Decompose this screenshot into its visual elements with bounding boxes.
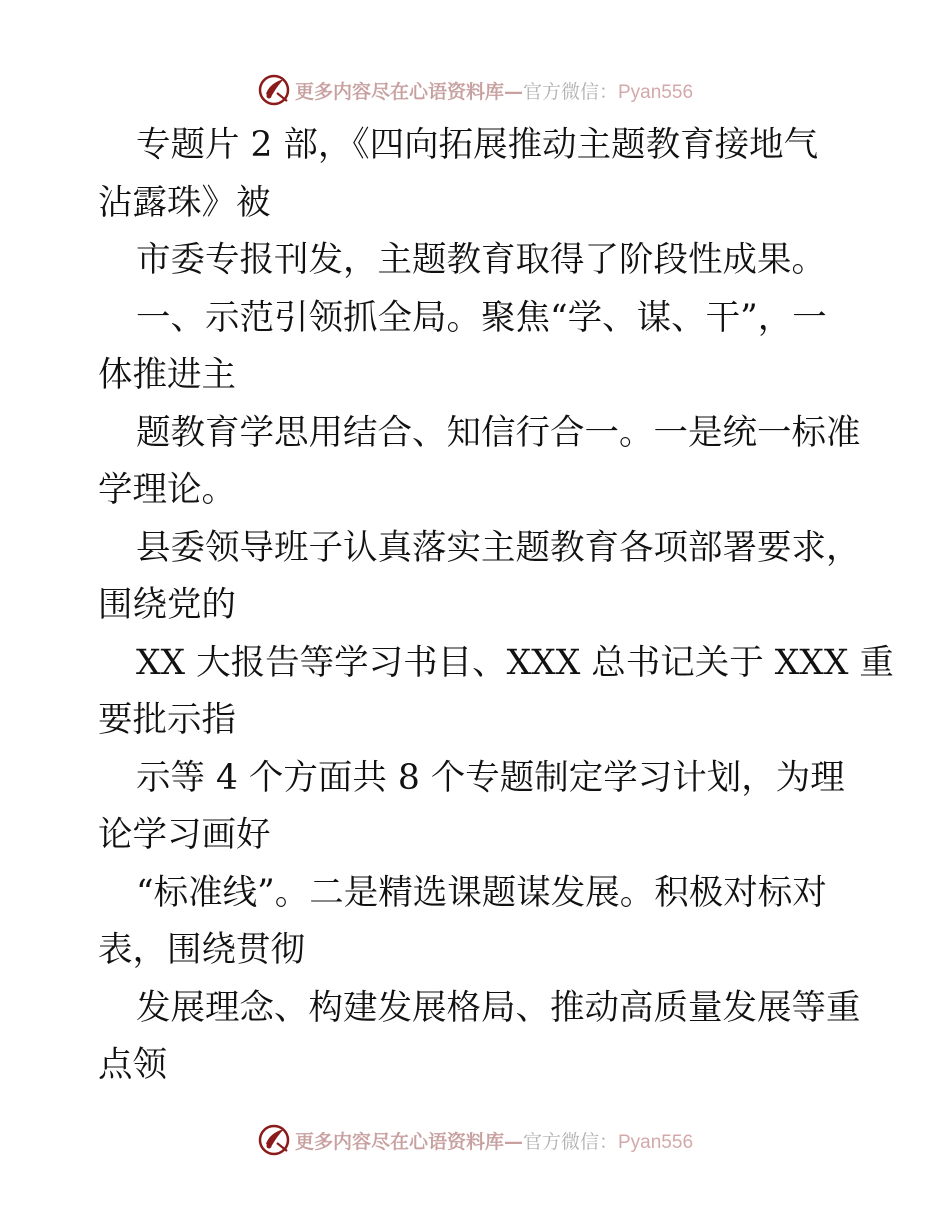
- body-line: 市委专报刊发，主题教育取得了阶段性成果。: [136, 240, 826, 280]
- watermark-wechat-label: 官方微信：: [522, 1130, 618, 1153]
- body-line: “标准线”。二是精选课题谋发展。积极对标对: [136, 872, 827, 913]
- watermark-handle: Pyan556: [618, 1131, 694, 1153]
- seal-logo-icon: [257, 1123, 291, 1157]
- footer-watermark-text: [295, 1127, 693, 1154]
- footer-watermark-banner: [0, 1120, 950, 1160]
- watermark-dash: —: [503, 1130, 523, 1153]
- seal-logo-icon: [257, 73, 291, 107]
- body-line: 体推进主: [98, 355, 236, 395]
- body-line: 围绕党的: [98, 585, 236, 625]
- body-line: 表，围绕贯彻: [98, 930, 305, 970]
- body-line: 要批示指: [98, 700, 236, 740]
- body-line: 沾露珠》被: [98, 182, 271, 223]
- body-line: 发展理念、构建发展格局、推动高质量发展等重: [136, 987, 861, 1028]
- watermark-wechat-label: 官方微信：: [522, 80, 618, 103]
- body-line: 一、示范引领抓全局。聚焦“学、谋、干”，一: [136, 297, 827, 338]
- watermark-site-name: 更多内容尽在心语资料库: [294, 80, 504, 103]
- body-line: 示等 4 个方面共 8 个专题制定学习计划，为理: [136, 757, 845, 798]
- body-line: 县委领导班子认真落实主题教育各项部署要求，: [136, 527, 861, 568]
- document-body: [98, 117, 894, 1095]
- header-watermark-banner: [0, 70, 950, 110]
- body-line: 论学习画好: [98, 815, 271, 855]
- body-line: XX 大报告等学习书目、XXX 总书记关于 XXX 重: [136, 642, 894, 683]
- watermark-site-name: 更多内容尽在心语资料库: [294, 1130, 504, 1153]
- header-watermark-text: [295, 77, 693, 104]
- body-line: 专题片 2 部，《四向拓展推动主题教育接地气: [136, 125, 819, 165]
- watermark-handle: Pyan556: [618, 81, 694, 103]
- body-line: 点领: [98, 1045, 167, 1085]
- watermark-dash: —: [503, 80, 523, 103]
- body-line: 题教育学思用结合、知信行合一。一是统一标准: [136, 412, 861, 453]
- body-line: 学理论。: [98, 470, 236, 510]
